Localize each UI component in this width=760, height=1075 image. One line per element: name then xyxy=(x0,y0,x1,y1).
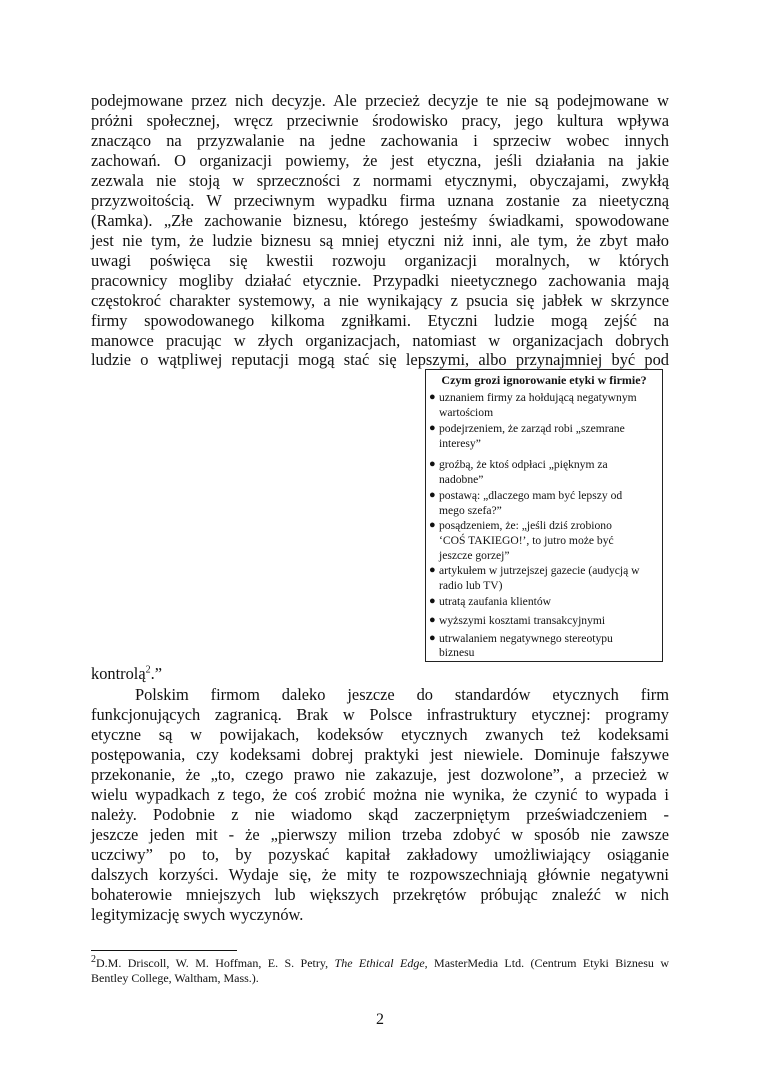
info-frame xyxy=(425,369,663,662)
bullet-icon: ● xyxy=(429,489,436,501)
text-line: wielu wypadkach z tego, że coś zrobić można nie wynika, że czynić to wypada i xyxy=(91,785,669,804)
text-line: jeszcze jeden mit - że „pierwszy milion trzeba zdobyć w sposób nie zawsze xyxy=(91,825,669,844)
frame-item-text: ‘COŚ TAKIEGO!’, to jutro może być xyxy=(439,534,614,547)
text-line: (Ramka). „Złe zachowanie biznesu, którego jesteśmy świadkami, spowodowane xyxy=(91,211,669,230)
text-line: Polskim firmom daleko jeszcze do standardów etycznych firm xyxy=(135,685,669,704)
text-line: legitymizację swych wyczynów. xyxy=(91,905,304,924)
frame-item-text: uznaniem firmy za hołdującą negatywnym xyxy=(439,391,637,404)
frame-item-text: nadobne” xyxy=(439,473,484,486)
text-line: zezwala nie stoją w sprzeczności z normami etycznymi, obyczajami, zwykłą xyxy=(91,171,669,190)
frame-item-text: utrwalaniem negatywnego stereotypu xyxy=(439,632,613,645)
frame-item-text: posądzeniem, że: „jeśli dziś zrobiono xyxy=(439,519,612,532)
footnote-title: The Ethical Edge xyxy=(334,956,425,970)
frame-item-text: mego szefa?” xyxy=(439,504,502,517)
text-line: pracownicy mogliby działać etycznie. Przypadki nieetycznego zachowania mają xyxy=(91,271,669,290)
bullet-icon: ● xyxy=(429,595,436,607)
text-line: przyzwoitością. W przeciwnym wypadku firma uznana zostanie za nieetyczną xyxy=(91,191,669,210)
frame-item-text: podejrzeniem, że zarząd robi „szemrane xyxy=(439,422,625,435)
frame-item-text: artykułem w jutrzejszej gazecie (audycją w xyxy=(439,564,640,577)
frame-title: Czym grozi ignorowanie etyki w firmie? xyxy=(441,373,647,387)
footnote xyxy=(91,956,669,971)
page-number: 2 xyxy=(376,1011,384,1028)
text-line: próżni społecznej, wręcz przeciwnie środowisko pracy, jego kultura wpływa xyxy=(91,111,669,130)
text-line: przekonanie, że „to, czego prawo nie zakazuje, jest dozwolone”, a przecież w xyxy=(91,765,669,784)
frame-item-text: wartościom xyxy=(439,406,494,419)
footnote-publisher: , MasterMedia Ltd. (Centrum Etyki Biznesu w xyxy=(424,956,669,970)
text-line: etyczne są w powijakach, kodeksów etycznych zwanych też kodeksami xyxy=(91,725,669,744)
frame-item-text: groźbą, że ktoś odpłaci „pięknym za xyxy=(439,458,608,471)
bullet-icon: ● xyxy=(429,564,436,576)
footnote-reference[interactable]: 2 xyxy=(145,664,151,676)
footnote-authors: D.M. Driscoll, W. M. Hoffman, E. S. Petry, xyxy=(96,956,329,970)
bullet-icon: ● xyxy=(429,422,436,434)
text-line: częstokroć charakter systemowy, a nie wynikający z psucia się jabłek w skrzynce xyxy=(91,291,669,310)
frame-item-text: interesy” xyxy=(439,437,481,450)
text-line: uwagi poświęca się kwestii rozwoju organizacji moralnych, w których xyxy=(91,251,669,270)
text-line: zachowań. O organizacji powiemy, że jest etyczna, jeśli działania na jakie xyxy=(91,151,669,170)
text-line: znacząco na przyzwalanie na jedne zachowania i sprzeciw wobec innych xyxy=(91,131,669,150)
paragraph-1-end-punct: .” xyxy=(150,664,162,683)
frame-item-text: radio lub TV) xyxy=(439,579,503,592)
bullet-icon: ● xyxy=(429,458,436,470)
text-line: jest nie tym, że ludzie biznesu są mniej etyczni niż inni, ale tym, że zbyt mało xyxy=(91,231,669,250)
frame-item-text: biznesu xyxy=(439,646,475,659)
text-line: postępowania, czy kodeksami dobrej praktyki jest niewiele. Dominuje fałszywe xyxy=(91,745,669,764)
text-line: ludzie o wątpliwej reputacji mogą stać się lepszymi, albo przynajmniej być pod xyxy=(91,350,669,369)
bullet-icon: ● xyxy=(429,632,436,644)
paragraph-1-end: kontrolą xyxy=(91,664,146,683)
text-line: dalszych korzyści. Wydaje się, że mity te rozpowszechniają głównie negatywni xyxy=(91,865,669,884)
text-line: manowce pracując w złych organizacjach, natomiast w organizacjach dobrych xyxy=(91,331,669,350)
frame-item-text: postawą: „dlaczego mam być lepszy od xyxy=(439,489,623,502)
bullet-icon: ● xyxy=(429,391,436,403)
text-line: funkcjonujących zagranicą. Brak w Polsce infrastruktury etycznej: programy xyxy=(91,705,669,724)
text-line: bohaterowie mniejszych lub większych przekrętów próbując znaleźć w nich xyxy=(91,885,669,904)
frame-item-text: utratą zaufania klientów xyxy=(439,595,552,608)
footnote-line-2: Bentley College, Waltham, Mass.). xyxy=(91,971,259,985)
text-line: firmy spowodowanego kilkoma zgniłkami. Etyczni ludzie mogą zejść na xyxy=(91,311,669,330)
frame-item-text: wyższymi kosztami transakcyjnymi xyxy=(439,614,606,627)
footnote-marker: 2 xyxy=(91,954,96,965)
bullet-icon: ● xyxy=(429,519,436,531)
text-line: należy. Podobnie z nie wiadomo skąd zaczerpniętym przeświadczeniem - xyxy=(91,805,669,824)
text-line: podejmowane przez nich decyzje. Ale przecież decyzje te nie są podejmowane w xyxy=(91,91,669,110)
footnote-separator xyxy=(91,950,237,951)
text-line xyxy=(91,664,669,684)
text-line: uczciwy” po to, by pozyskać kapitał zakładowy umożliwiający osiąganie xyxy=(91,845,669,864)
frame-item-text: jeszcze gorzej” xyxy=(439,549,510,562)
bullet-icon: ● xyxy=(429,614,436,626)
